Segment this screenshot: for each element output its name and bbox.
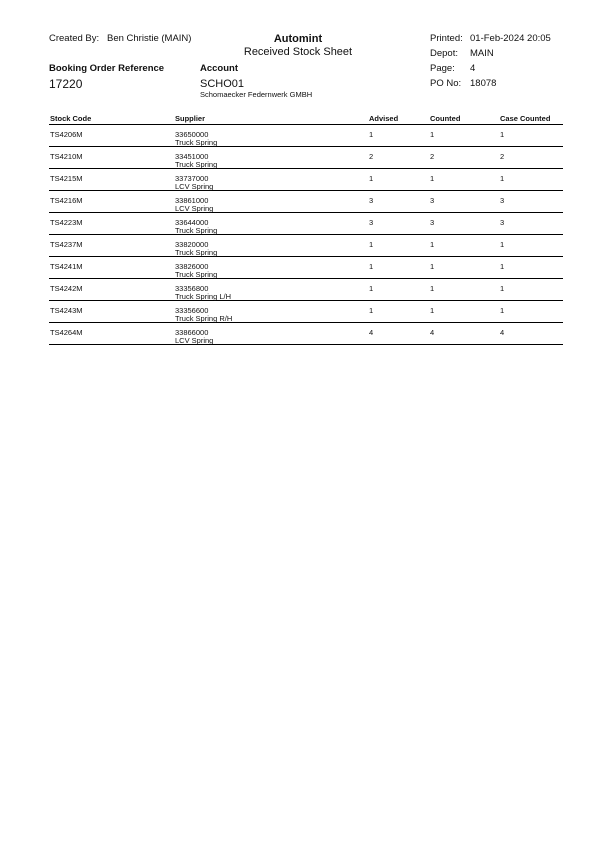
stock-code: TS4243M [50, 306, 83, 315]
supplier-code: 33356800 [175, 284, 209, 293]
counted-qty: 1 [430, 174, 435, 183]
created-by-label: Created By: [49, 33, 100, 44]
stock-code: TS4206M [50, 130, 83, 139]
case-counted-qty: 1 [500, 174, 505, 183]
table-row [49, 147, 563, 169]
supplier-code: 33820000 [175, 240, 209, 249]
page-value: 4 [470, 63, 476, 74]
case-counted-qty: 2 [500, 152, 505, 161]
counted-qty: 1 [430, 306, 435, 315]
supplier-code: 33826000 [175, 262, 209, 271]
created-by-value: Ben Christie (MAIN) [107, 33, 192, 44]
col-case-counted: Case Counted [500, 114, 551, 123]
item-description: Truck Spring R/H [175, 314, 233, 323]
counted-qty: 4 [430, 328, 435, 337]
item-description: LCV Spring [175, 336, 214, 345]
stock-code: TS4223M [50, 218, 83, 227]
table-row [49, 213, 563, 235]
supplier-code: 33866000 [175, 328, 209, 337]
advised-qty: 1 [369, 240, 374, 249]
printed-value: 01-Feb-2024 20:05 [470, 33, 551, 44]
advised-qty: 1 [369, 306, 374, 315]
col-counted: Counted [430, 114, 461, 123]
stock-table-header [49, 114, 563, 125]
booking-ref-label: Booking Order Reference [49, 63, 165, 74]
stock-code: TS4215M [50, 174, 83, 183]
advised-qty: 1 [369, 284, 374, 293]
item-description: Truck Spring [175, 270, 218, 279]
printed-label: Printed: [430, 33, 463, 44]
supplier-code: 33451000 [175, 152, 209, 161]
supplier-code: 33861000 [175, 196, 209, 205]
counted-qty: 2 [430, 152, 435, 161]
account-name: Schomaecker Federnwerk GMBH [200, 90, 313, 99]
table-row [49, 301, 563, 323]
table-row [49, 279, 563, 301]
sheet-title: Received Stock Sheet [243, 46, 353, 58]
counted-qty: 3 [430, 218, 435, 227]
advised-qty: 4 [369, 328, 374, 337]
stock-code: TS4237M [50, 240, 83, 249]
case-counted-qty: 1 [500, 284, 505, 293]
table-row [49, 125, 563, 147]
counted-qty: 1 [430, 284, 435, 293]
table-row [49, 169, 563, 191]
case-counted-qty: 3 [500, 196, 505, 205]
stock-code: TS4210M [50, 152, 83, 161]
table-row [49, 235, 563, 257]
depot-value: MAIN [470, 48, 494, 59]
col-stock-code: Stock Code [50, 114, 92, 123]
stock-code: TS4242M [50, 284, 83, 293]
counted-qty: 3 [430, 196, 435, 205]
advised-qty: 1 [369, 130, 374, 139]
advised-qty: 3 [369, 218, 374, 227]
po-label: PO No: [430, 78, 462, 89]
item-description: LCV Spring [175, 182, 214, 191]
supplier-code: 33356600 [175, 306, 209, 315]
advised-qty: 3 [369, 196, 374, 205]
item-description: LCV Spring [175, 204, 214, 213]
supplier-code: 33644000 [175, 218, 209, 227]
case-counted-qty: 3 [500, 218, 505, 227]
company-name: Automint [273, 33, 323, 45]
account-label: Account [200, 63, 238, 74]
case-counted-qty: 1 [500, 240, 505, 249]
table-row [49, 191, 563, 213]
col-advised: Advised [369, 114, 399, 123]
advised-qty: 2 [369, 152, 374, 161]
account-code: SCHO01 [200, 78, 245, 90]
advised-qty: 1 [369, 174, 374, 183]
stock-table [49, 114, 563, 345]
case-counted-qty: 1 [500, 262, 505, 271]
po-value: 18078 [470, 78, 497, 89]
page-label: Page: [430, 63, 455, 74]
item-description: Truck Spring [175, 138, 218, 147]
advised-qty: 1 [369, 262, 374, 271]
counted-qty: 1 [430, 262, 435, 271]
counted-qty: 1 [430, 130, 435, 139]
case-counted-qty: 1 [500, 306, 505, 315]
table-row [49, 323, 563, 345]
stock-code: TS4264M [50, 328, 83, 337]
item-description: Truck Spring [175, 226, 218, 235]
counted-qty: 1 [430, 240, 435, 249]
stock-code: TS4241M [50, 262, 83, 271]
item-description: Truck Spring [175, 248, 218, 257]
booking-ref-value: 17220 [49, 77, 83, 91]
col-supplier: Supplier [175, 114, 206, 123]
stock-code: TS4216M [50, 196, 83, 205]
supplier-code: 33737000 [175, 174, 209, 183]
table-row [49, 257, 563, 279]
case-counted-qty: 4 [500, 328, 505, 337]
item-description: Truck Spring L/H [175, 292, 231, 301]
case-counted-qty: 1 [500, 130, 505, 139]
depot-label: Depot: [430, 48, 458, 59]
supplier-code: 33650000 [175, 130, 209, 139]
item-description: Truck Spring [175, 160, 218, 169]
